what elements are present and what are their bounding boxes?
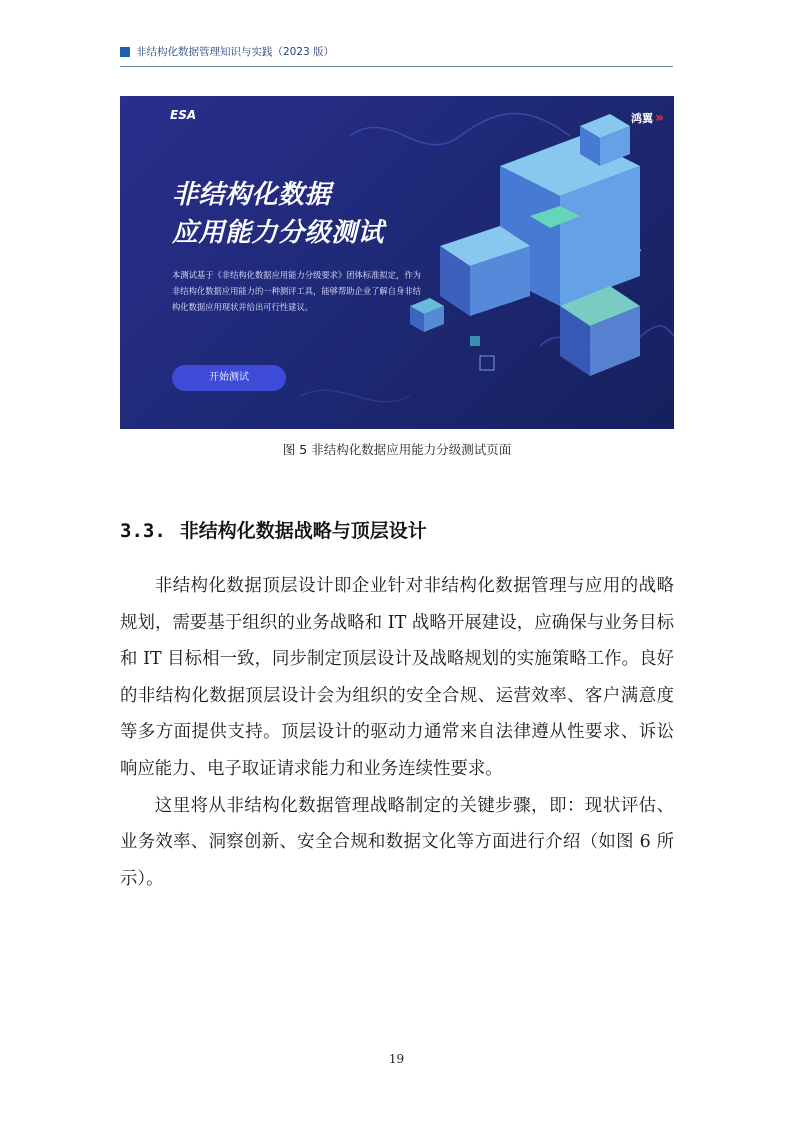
figure-screenshot xyxy=(120,96,674,429)
page-number: 19 xyxy=(388,1052,405,1066)
header-title: 非结构化数据管理知识与实践（2023 版） xyxy=(136,46,335,58)
cube-illustration-icon xyxy=(380,106,670,406)
header-square-icon xyxy=(120,47,130,57)
paragraph: 这里将从非结构化数据管理战略制定的关键步骤，即：现状评估、业务效率、洞察创新、安全合规和数据文化等方面进行介绍（如图 6 所示）。 xyxy=(120,795,674,889)
section-heading xyxy=(120,516,427,543)
paragraph: 非结构化数据顶层设计即企业针对非结构化数据管理与应用的战略规划，需要基于组织的业务战略和 IT 战略开展建设，应确保与业务目标和 IT 目标相一致，同步制定顶层设计及战略规划的实施策略工作。良好的非结构化数据顶层设计会为组织的安全合规、运营效率、客户满意度等多方面提供支持。顶层设计的驱动力通常来自法律遵从性要求、诉讼响应能力、电子取证请求能力和业务连续性要求。 xyxy=(120,576,674,779)
section-number: 3.3. xyxy=(120,520,166,542)
running-header xyxy=(120,44,673,67)
hero-title-line-2: 应用能力分级测试 xyxy=(172,218,385,248)
brand-name: 鸿翼 xyxy=(630,112,653,125)
hero-description: 本测试基于《非结构化数据应用能力分级要求》团体标准拟定，作为非结构化数据应用能力的一种测评工具，能够帮助企业了解自身非结构化数据应用现状并给出可行性建议。 xyxy=(172,270,421,313)
esa-logo: ESA xyxy=(170,108,197,122)
section-title: 非结构化数据战略与顶层设计 xyxy=(179,520,427,542)
hero-title-line-1: 非结构化数据 xyxy=(172,180,332,210)
brand-arrow-icon: » xyxy=(654,109,664,126)
hero-title xyxy=(172,176,384,252)
body-text xyxy=(120,568,674,897)
start-test-button[interactable]: 开始测试 xyxy=(172,365,286,391)
figure-caption: 图 5 非结构化数据应用能力分级测试页面 xyxy=(282,442,512,457)
